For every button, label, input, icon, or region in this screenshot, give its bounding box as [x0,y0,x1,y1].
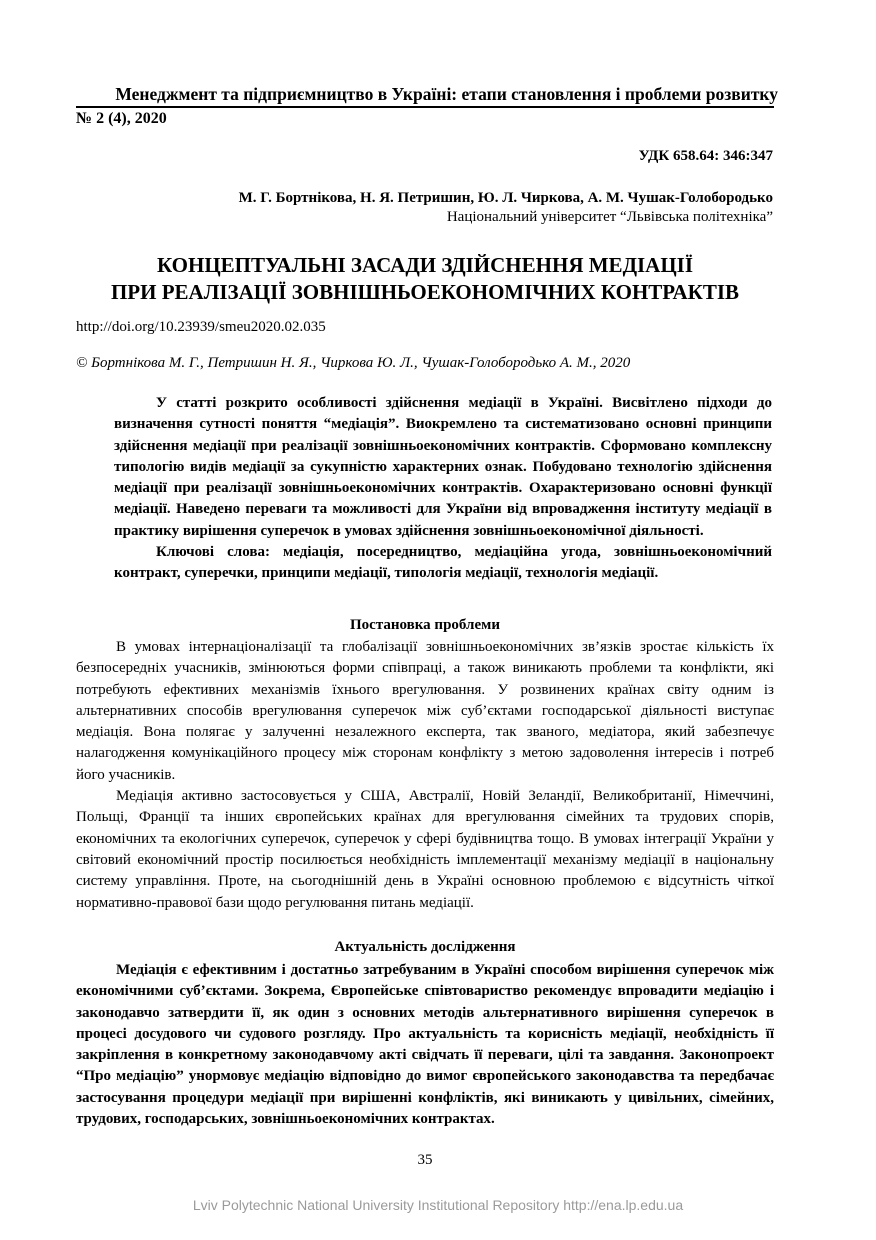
section-heading-relevance: Актуальність дослідження [334,939,516,955]
title-line-1: КОНЦЕПТУАЛЬНІ ЗАСАДИ ЗДІЙСНЕННЯ МЕДІАЦІЇ [156,253,694,277]
abstract-block [114,393,772,585]
article-title [76,252,774,306]
journal-title: Менеджмент та підприємництво в Україні: етапи становлення і проблеми розвитку [115,84,778,104]
affiliation: Національний університет “Львівська політехніка” [446,209,773,225]
page-number: 35 [417,1152,433,1168]
repository-footer: Lviv Polytechnic National University Institutional Repository http://ena.lp.edu.ua [192,1197,684,1213]
copyright-notice: © Бортнікова М. Г., Петришин Н. Я., Чиркова Ю. Л., Чушак-Голобородько А. М., 2020 [76,355,631,371]
authors: М. Г. Бортнікова, Н. Я. Петришин, Ю. Л. Чиркова, А. М. Чушак-Голобородько [238,190,773,206]
paragraph: Медіація активно застосовується у США, Австралії, Новій Зеландії, Великобританії, Німеччині, Польщі, Франції та інших європейських країнах для врегулювання сімейних та трудових спорів, економічних та екологічних суперечок, суперечок у сфері будівництва тощо. В умовах інтеграції України у світовий економічний простір посилюється необхідність імплементації механізму медіації в національну систему управління. Проте, на сьогоднішній день в Україні основною проблемою є відсутність чіткої нормативно-правової бази щодо регулювання питань медіації. [76,788,774,911]
issue-number: № 2 (4), 2020 [76,110,167,127]
paragraph: Медіація є ефективним і достатньо затребуваним в Україні способом вирішення суперечок між економічними суб’єктами. Зокрема, Європейське співтовариство рекомендує впровадити медіацію і законодавчо затвердити її, як один з основних методів альтернативного вирішення суперечок в процесі досудового чи судового розгляду. Про актуальність та корисність медіації, необхідність її закріплення в конкретному законодавчому акті свідчать її переваги, цілі та завдання. Законопроект “Про медіацію” унормовує медіацію відповідно до вимог європейського законодавства та передбачає застосування процедури медіації при вирішенні конфліктів, які виникають у цивільних, сімейних, трудових, господарських, зовнішньоекономічних контрактах. [76,962,774,1128]
abstract-text: У статті розкрито особливості здійснення медіації в Україні. Висвітлено підходи до визначення сутності поняття “медіація”. Виокремлено та систематизовано основні принципи здійснення медіації при реалізації зовнішньоекономічних контрактів. Сформовано комплексну типологію видів медіації за сукупністю характерних ознак. Побудовано технологію здійснення медіації при реалізації зовнішньоекономічних контрактів. Охарактеризовано основні функції медіації. Наведено переваги та можливості для України від впровадження інституту медіації в практику вирішення суперечок в умовах здійснення зовнішньоекономічної діяльності. [114,395,772,539]
title-line-2: ПРИ РЕАЛІЗАЦІЇ ЗОВНІШНЬОЕКОНОМІЧНИХ КОНТРАКТІВ [110,280,740,304]
udc-code: УДК 658.64: 346:347 [638,148,773,164]
header-divider [76,106,774,108]
section-body-problem [76,637,774,914]
section-body-relevance [76,960,774,1130]
paragraph: В умовах інтернаціоналізації та глобалізації зовнішньоекономічних зв’язків зростає кількість їх безпосередніх учасників, змінюються форми співпраці, а також виникають проблеми та конфлікти, які потребують ефективних механізмів їхнього врегулювання. У розвинених країнах світу одним із альтернативних способів врегулювання суперечок між суб’єктами господарської діяльності виступає медіація. Вона полягає у залученні незалежного експерта, так званого, медіатора, який забезпечує налагодження комунікаційного процесу між сторонам конфлікту з метою задоволення інтересів і потреб його учасників. [76,639,774,783]
section-heading-problem: Постановка проблеми [350,617,500,633]
doi-link[interactable]: http://doi.org/10.23939/smeu2020.02.035 [76,319,326,335]
keywords: Ключові слова: медіація, посередництво, медіаційна угода, зовнішньоекономічний контракт, суперечки, принципи медіації, типологія медіації, технологія медіації. [114,544,772,582]
